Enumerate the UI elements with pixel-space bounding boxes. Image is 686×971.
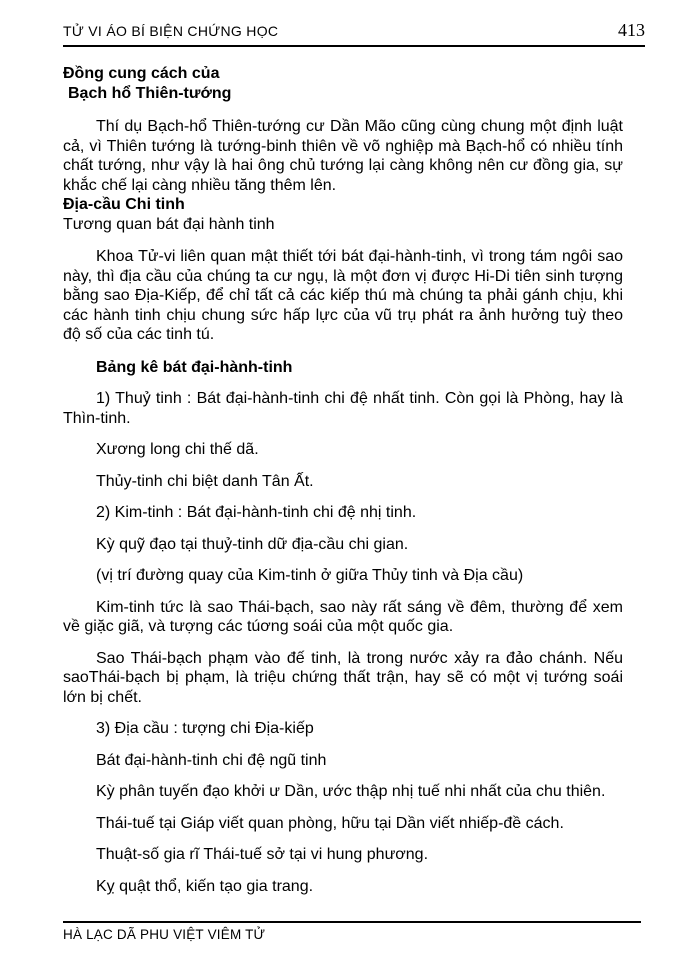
line-thuat-so-gia: Thuật-số gia rĩ Thái-tuế sở tại vi hung phương.	[96, 846, 429, 863]
item-3-dia-cau: 3) Địa cầu : tượng chi Địa-kiếp	[96, 720, 314, 737]
line-de-ngu-tinh: Bát đại-hành-tinh chi đệ ngũ tinh	[96, 751, 327, 769]
page-content	[63, 56, 623, 896]
page-header	[63, 20, 645, 47]
subheading-bang-ke: Bảng kê bát đại-hành-tinh	[96, 358, 293, 376]
paragraph-example-bach-ho: Thí dụ Bạch-hổ Thiên-tướng cư Dần Mão cũng cùng chung một định luật cả, vì Thiên tướng là tướng-binh thiên về võ nghiệp mà Bạch-hổ có nhiều tính chất tướng, như vậy là hai ông chủ tướng lại càng không nên cư đồng gia, sự khắc chế lại càng nhiều tăng thêm lên.	[63, 118, 623, 194]
line-ky-quat-tho: Kỵ quật thổ, kiến tạo gia trang.	[96, 877, 314, 895]
section-heading-line2: Bạch hổ Thiên-tướng	[68, 85, 232, 102]
paragraph-sao-thai-bach-pham: Sao Thái-bạch phạm vào đế tinh, là trong nước xảy ra đảo chánh. Nếu saoThái-bạch bị phạm, là triệu chứng thất trận, hay sẽ có một vị tướng soái lớn bị chết.	[63, 649, 623, 706]
line-thuy-tinh-biet-danh: Thủy-tinh chi biệt danh Tân Ất.	[96, 472, 314, 490]
line-ky-quy-dao: Kỳ quỹ đạo tại thuỷ-tinh dữ địa-cầu chi gian.	[96, 535, 409, 553]
paragraph-khoa-tu-vi: Khoa Tử-vi liên quan mật thiết tới bát đại-hành-tinh, vì trong tám ngôi sao này, thì địa cầu của chúng ta cư ngụ, là một đơn vị được Hi-Di tiên sinh tượng bằng sao Địa-Kiếp, để chỉ tất cả các kiếp thú mà chúng ta phải gánh chịu, khi các hành tinh chịu chung sức hấp lực của vũ trụ phát ra ảnh hưởng tuỳ theo độ số của các tinh tú.	[63, 248, 623, 343]
item-2-kim-tinh: 2) Kim-tinh : Bát đại-hành-tinh chi đệ nhị tinh.	[96, 504, 417, 521]
line-thai-tue-tai-giap: Thái-tuế tại Giáp viết quan phòng, hữu tại Dần viết nhiếp-đề cách.	[96, 814, 564, 832]
item-1-thuy-tinh: 1) Thuỷ tinh : Bát đại-hành-tinh chi đệ nhất tinh. Còn gọi là Phòng, hay là Thìn-tinh.	[63, 390, 623, 427]
subheading-dia-cau-chi-tinh: Địa-cầu Chi tinh	[63, 196, 185, 213]
running-header-title: TỬ VI ÁO BÍ BIỆN CHỨNG HỌC	[63, 23, 279, 39]
line-tuong-quan: Tương quan bát đại hành tinh	[63, 215, 275, 233]
line-xuong-long: Xương long chi thế dã.	[96, 441, 259, 458]
line-vi-tri-duong-quay: (vị trí đường quay của Kim-tinh ở giữa Thủy tinh và Địa cầu)	[96, 567, 524, 584]
section-heading-line1: Đồng cung cách của	[63, 65, 220, 82]
page-number: 413	[618, 20, 645, 40]
paragraph-kim-tinh-thai-bach: Kim-tinh tức là sao Thái-bạch, sao này rất sáng về đêm, thường để xem về giặc giã, và tượng các túơng soái của một quốc gia.	[63, 598, 623, 635]
footer-text: HÀ LẠC DÃ PHU VIỆT VIÊM TỬ	[63, 927, 266, 942]
section-heading	[63, 64, 623, 104]
page-footer	[63, 921, 641, 942]
line-ky-phan-tuyen-dao: Kỳ phân tuyến đạo khởi ư Dần, ước thập nhị tuế nhi nhất của chu thiên.	[96, 783, 606, 800]
